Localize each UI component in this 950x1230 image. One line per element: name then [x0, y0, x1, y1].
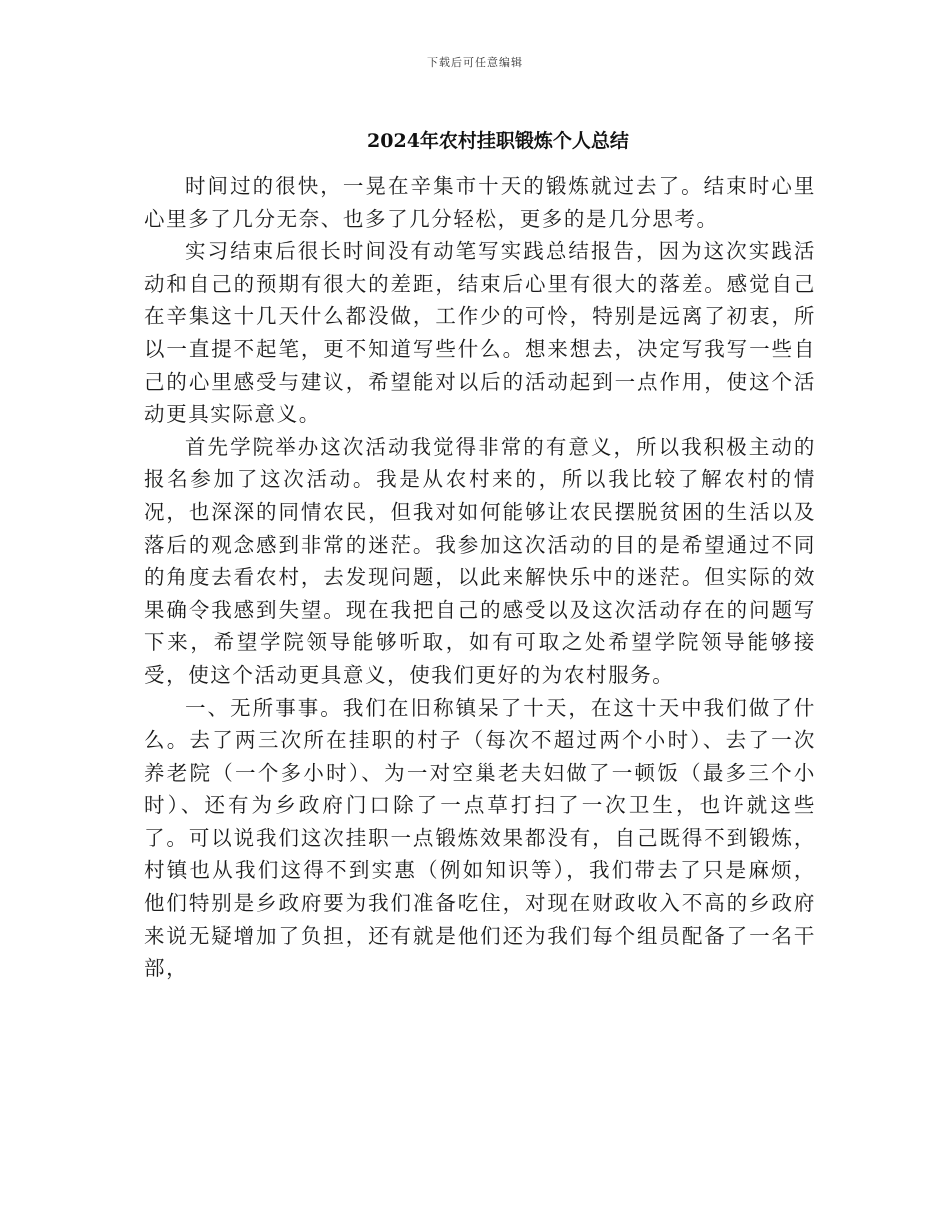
header-note: 下载后可任意编辑	[427, 56, 523, 69]
paragraph: 一、无所事事。我们在旧称镇呆了十天，在这十天中我们做了什么。去了两三次所在挂职的村子（每次不超过两个小时）、去了一次养老院（一个多小时）、为一对空巢老夫妇做了一顿饭（最多三个小时）、还有为乡政府门口除了一点草打扫了一次卫生，也许就这些了。可以说我们这次挂职一点锻炼效果都没有，自己既得不到锻炼，村镇也从我们这得不到实惠（例如知识等），我们带去了只是麻烦，他们特别是乡政府要为我们准备吃住，对现在财政收入不高的乡政府来说无疑增加了负担，还有就是他们还为我们每个组员配备了一名干部，	[144, 695, 816, 981]
document-title: 2024年农村挂职锻炼个人总结	[367, 130, 629, 152]
paragraph: 实习结束后很长时间没有动笔写实践总结报告，因为这次实践活动和自己的预期有很大的差距，结束后心里有很大的落差。感觉自己在辛集这十几天什么都没做，工作少的可怜，特别是远离了初衷，所以一直提不起笔，更不知道写些什么。想来想去，决定写我写一些自己的心里感受与建议，希望能对以后的活动起到一点作用，使这个活动更具实际意义。	[144, 239, 816, 427]
paragraph: 时间过的很快，一晃在辛集市十天的锻炼就过去了。结束时心里心里多了几分无奈、也多了几分轻松，更多的是几分思考。	[144, 174, 816, 231]
document-body	[144, 170, 816, 985]
paragraph: 首先学院举办这次活动我觉得非常的有意义，所以我积极主动的报名参加了这次活动。我是从农村来的，所以我比较了解农村的情况，也深深的同情农民，但我对如何能够让农民摆脱贫困的生活以及落后的观念感到非常的迷茫。我参加这次活动的目的是希望通过不同的角度去看农村，去发现问题，以此来解快乐中的迷茫。但实际的效果确令我感到失望。现在我把自己的感受以及这次活动存在的问题写下来，希望学院领导能够听取，如有可取之处希望学院领导能够接受，使这个活动更具意义，使我们更好的为农村服务。	[144, 434, 816, 687]
